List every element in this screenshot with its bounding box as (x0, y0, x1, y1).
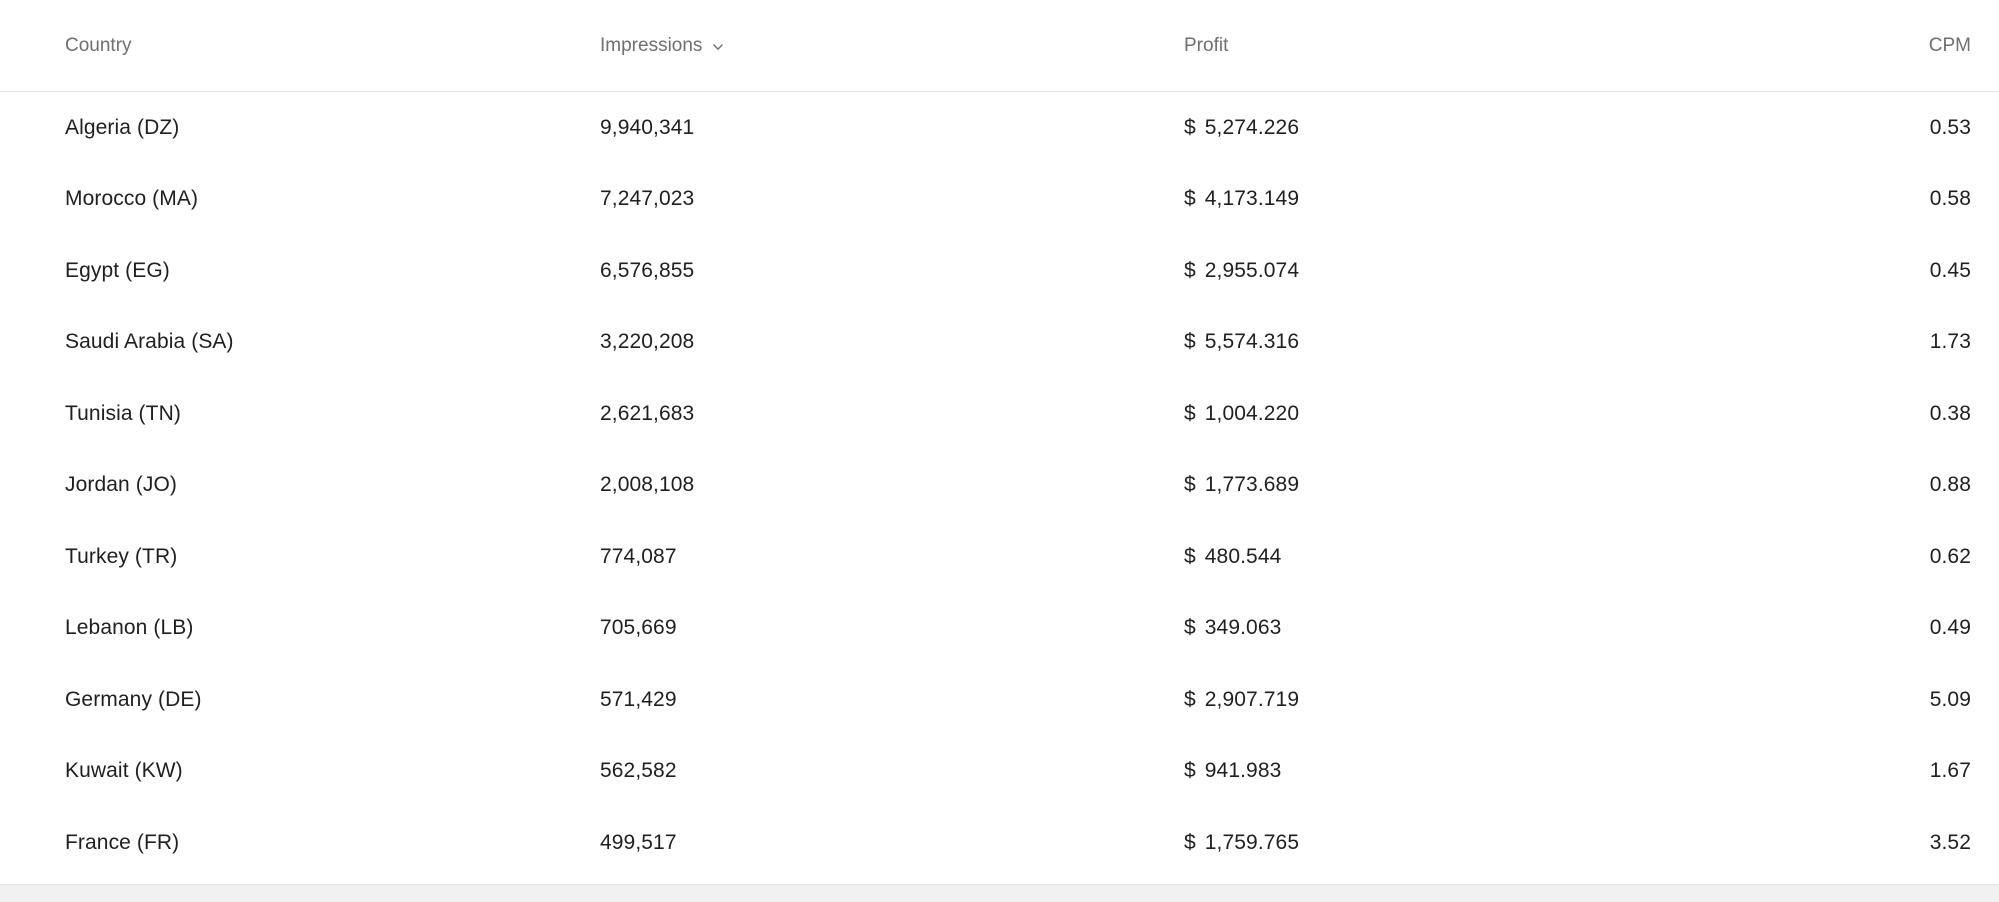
table-row[interactable] (0, 807, 1999, 879)
cell-country: Jordan (JO) (0, 450, 588, 522)
column-header-profit[interactable] (1172, 0, 1756, 92)
table-row[interactable] (0, 235, 1999, 307)
table-row[interactable] (0, 593, 1999, 665)
currency-symbol: $ (1184, 759, 1196, 783)
cell-impressions: 3,220,208 (588, 307, 1172, 379)
chevron-down-icon[interactable] (711, 40, 725, 54)
profit-value: 480.544 (1204, 544, 1282, 568)
cell-profit (1172, 736, 1756, 808)
currency-symbol: $ (1184, 330, 1196, 354)
table-row[interactable] (0, 307, 1999, 379)
currency-symbol: $ (1184, 687, 1196, 711)
cell-impressions: 9,940,341 (588, 92, 1172, 164)
cell-profit (1172, 807, 1756, 879)
currency-symbol: $ (1184, 401, 1196, 425)
cell-impressions: 7,247,023 (588, 164, 1172, 236)
table-row[interactable] (0, 92, 1999, 164)
cell-cpm: 0.49 (1756, 593, 1999, 665)
cell-profit (1172, 450, 1756, 522)
profit-value: 1,004.220 (1204, 401, 1300, 425)
cell-profit (1172, 164, 1756, 236)
currency-symbol: $ (1184, 258, 1196, 282)
table-row[interactable] (0, 378, 1999, 450)
table-row[interactable] (0, 164, 1999, 236)
cell-cpm: 0.58 (1756, 164, 1999, 236)
profit-value: 1,759.765 (1204, 830, 1300, 854)
table-row[interactable] (0, 736, 1999, 808)
profit-value: 5,274.226 (1204, 115, 1300, 139)
table-row[interactable] (0, 664, 1999, 736)
table-header-row (0, 0, 1999, 92)
cell-cpm: 0.45 (1756, 235, 1999, 307)
cell-impressions: 6,576,855 (588, 235, 1172, 307)
cell-country: Morocco (MA) (0, 164, 588, 236)
cell-impressions: 571,429 (588, 664, 1172, 736)
cell-cpm: 1.67 (1756, 736, 1999, 808)
cell-cpm: 5.09 (1756, 664, 1999, 736)
cell-cpm: 0.62 (1756, 521, 1999, 593)
table-body (0, 92, 1999, 879)
cell-country: Germany (DE) (0, 664, 588, 736)
column-header-impressions-label: Impressions (600, 34, 703, 56)
column-header-country[interactable] (0, 0, 588, 92)
cell-cpm: 0.88 (1756, 450, 1999, 522)
cell-profit (1172, 92, 1756, 164)
column-header-cpm-label: CPM (1928, 34, 1971, 56)
profit-value: 349.063 (1204, 616, 1282, 640)
cell-impressions: 562,582 (588, 736, 1172, 808)
column-header-cpm[interactable] (1756, 0, 1999, 92)
cell-country: Kuwait (KW) (0, 736, 588, 808)
cell-country: Egypt (EG) (0, 235, 588, 307)
profit-value: 4,173.149 (1204, 187, 1300, 211)
currency-symbol: $ (1184, 616, 1196, 640)
currency-symbol: $ (1184, 473, 1196, 497)
cell-impressions: 705,669 (588, 593, 1172, 665)
cell-profit (1172, 664, 1756, 736)
column-header-impressions[interactable] (588, 0, 1172, 92)
column-header-country-label: Country (65, 34, 132, 56)
cell-profit (1172, 378, 1756, 450)
cell-profit (1172, 521, 1756, 593)
cell-impressions: 774,087 (588, 521, 1172, 593)
currency-symbol: $ (1184, 187, 1196, 211)
cell-impressions: 499,517 (588, 807, 1172, 879)
cell-country: France (FR) (0, 807, 588, 879)
table-row[interactable] (0, 450, 1999, 522)
cell-profit (1172, 235, 1756, 307)
table-header (0, 0, 1999, 92)
cell-impressions: 2,008,108 (588, 450, 1172, 522)
cell-country: Lebanon (LB) (0, 593, 588, 665)
profit-value: 1,773.689 (1204, 473, 1300, 497)
cell-cpm: 0.38 (1756, 378, 1999, 450)
profit-value: 2,955.074 (1204, 258, 1300, 282)
cell-country: Turkey (TR) (0, 521, 588, 593)
currency-symbol: $ (1184, 115, 1196, 139)
cell-profit (1172, 593, 1756, 665)
profit-value: 5,574.316 (1204, 330, 1300, 354)
column-header-profit-label: Profit (1184, 34, 1229, 56)
currency-symbol: $ (1184, 830, 1196, 854)
page-bottom-strip (0, 884, 1999, 902)
cell-country: Saudi Arabia (SA) (0, 307, 588, 379)
cell-cpm: 1.73 (1756, 307, 1999, 379)
cell-country: Algeria (DZ) (0, 92, 588, 164)
cell-country: Tunisia (TN) (0, 378, 588, 450)
cell-cpm: 0.53 (1756, 92, 1999, 164)
cell-cpm: 3.52 (1756, 807, 1999, 879)
cell-impressions: 2,621,683 (588, 378, 1172, 450)
profit-value: 941.983 (1204, 759, 1282, 783)
currency-symbol: $ (1184, 544, 1196, 568)
table-row[interactable] (0, 521, 1999, 593)
profit-value: 2,907.719 (1204, 687, 1300, 711)
cell-profit (1172, 307, 1756, 379)
